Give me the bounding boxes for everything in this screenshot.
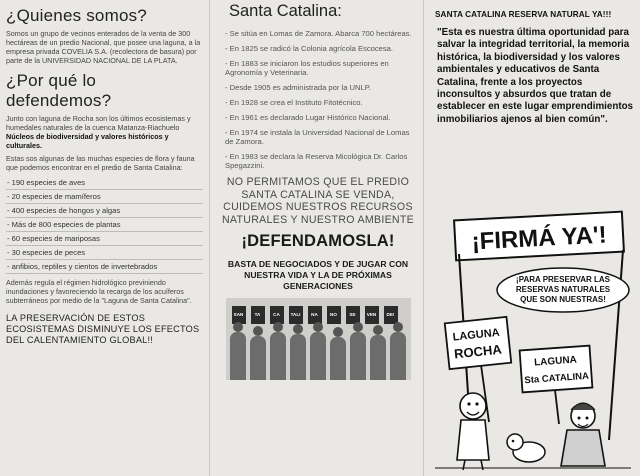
basta-text: BASTA DE NEGOCIADOS Y DE JUGAR CON NUESTRA VIDA Y LA DE PRÓXIMAS GENERACIONES — [227, 259, 409, 291]
protest-photo — [226, 298, 411, 380]
list-item: - En 1983 se declara la Reserva Micológica Dr. Carlos Spegazzini. — [225, 152, 408, 170]
species-list — [6, 176, 203, 274]
protester-figure — [290, 334, 306, 380]
protest-sign: TALI — [289, 306, 303, 324]
no-permit-text: NO PERMITAMOS QUE EL PREDIO SANTA CATALINA SE VENDA, CUIDEMOS NUESTROS RECURSOS NATURALES Y NUESTRO AMBIENTE — [221, 176, 415, 226]
bubble-line1: ¡PARA PRESERVAR LAS — [516, 275, 610, 284]
list-item: - Se sitúa en Lomas de Zamora. Abarca 700 hectáreas. — [225, 29, 412, 38]
list-item: - 190 especies de aves — [6, 176, 203, 190]
history-timeline — [225, 29, 417, 170]
right-column — [425, 0, 640, 476]
list-item: - 30 especies de peces — [6, 246, 203, 260]
list-item: - En 1961 es declarado Lugar Histórico Nacional. — [225, 113, 391, 122]
protest-sign: NO — [327, 306, 341, 324]
protest-sign: SAN — [232, 306, 246, 324]
list-item: - En 1883 se iniciaron los estudios superiores en Agronomía y Veterinaria. — [225, 59, 389, 77]
protester-figure — [270, 332, 286, 380]
protest-sign: NA — [308, 306, 322, 324]
species-intro: Estas sos algunas de las muchas especies de flora y fauna que podemos encontrar en el predio de Santa Catalina: — [6, 154, 195, 172]
list-item: - 400 especies de hongos y algas — [6, 204, 203, 218]
sign-rocha-line1: LAGUNA — [452, 326, 501, 344]
preservation-slogan: LA PRESERVACIÓN DE ESTOS ECOSISTEMAS DISMINUYE LOS EFECTOS DEL CALENTAMIENTO GLOBAL!! — [6, 313, 200, 345]
bubble-line2: RESERVAS NATURALES — [515, 285, 611, 294]
why-text-plain: Junto con laguna de Rocha son los últimos ecosistemas y humedales naturales de la cuenca Matanza-Riachuelo — [6, 114, 191, 132]
list-item: - En 1928 se crea el Instituto Fitotécnico. — [225, 98, 363, 107]
heading-por-que: ¿Por qué lo defendemos? — [6, 71, 112, 110]
protester-figure — [390, 332, 406, 380]
bubble-line3: QUE SON NUESTRAS! — [520, 295, 606, 304]
list-item: - anfibios, reptiles y cientos de invertebrados — [6, 260, 203, 274]
sign-rocha-line2: ROCHA — [453, 341, 503, 362]
protest-sign: SE — [346, 306, 360, 324]
list-item: - En 1974 se instala la Universidad Nacional de Lomas de Zamora. — [225, 128, 410, 146]
heading-quienes-somos: ¿Quienes somos? — [6, 6, 147, 25]
cartoon-banner-text: ¡FIRMÁ YA'! — [470, 221, 608, 256]
left-column — [0, 0, 210, 476]
list-item: - Desde 1905 es administrada por la UNLP. — [225, 83, 371, 92]
sign-catalina-line1: LAGUNA — [533, 354, 578, 369]
cartoon-illustration — [433, 210, 633, 472]
protester-figure — [250, 336, 266, 380]
defend-headline: ¡DEFENDAMOSLA! — [241, 232, 395, 250]
protest-sign: TA — [251, 306, 265, 324]
why-text — [6, 114, 203, 150]
middle-column — [211, 0, 424, 476]
about-text: Somos un grupo de vecinos enterados de la venta de 300 hectáreas de un predio Nacional, que posee una laguna, a la empresa privada COVELIA S.A. (recolectora de basura) por parte de la UNIVERSIDAD NACIONAL DE LA PLATA. — [6, 29, 201, 65]
protester-figure — [230, 332, 246, 380]
protest-sign: DE! — [384, 306, 398, 324]
protest-sign: VEN — [365, 306, 379, 324]
protester-figure — [310, 332, 326, 380]
why-text-bold: Núcleos de biodiversidad y valores históricos y culturales. — [6, 132, 169, 150]
quote-text: "Esta es nuestra última oportunidad para salvar la integridad territorial, la memoria histórica, la biodiversidad y los valores ambientales y educativos de Santa Catalina, frente a los proyectos inconsultos y absurdos que tratan de establecer en este lugar emprendimientos inmobiliarios ajenos al bien común". — [437, 27, 634, 125]
list-item: - En 1825 se radicó la Colonia agrícola Escocesa. — [225, 44, 394, 53]
list-item: - Más de 800 especies de plantas — [6, 218, 203, 232]
call-to-action — [219, 176, 417, 292]
protester-figure — [330, 337, 346, 380]
protest-sign: CA — [270, 306, 284, 324]
protester-figure — [350, 332, 366, 380]
hydro-text: Además regula el régimen hidrológico previniendo inundaciones y favoreciendo la recarga de los acuíferos subterráneos por medio de la "Laguna de Santa Catalina". — [6, 278, 192, 305]
reserve-title: SANTA CATALINA RESERVA NATURAL YA!!! — [435, 10, 612, 19]
sign-catalina-line2: Sta CATALINA — [524, 370, 590, 387]
santa-catalina-title: Santa Catalina: — [229, 2, 342, 20]
list-item: - 20 especies de mamíferos — [6, 190, 203, 204]
protester-figure — [370, 335, 386, 380]
list-item: - 60 especies de mariposas — [6, 232, 203, 246]
